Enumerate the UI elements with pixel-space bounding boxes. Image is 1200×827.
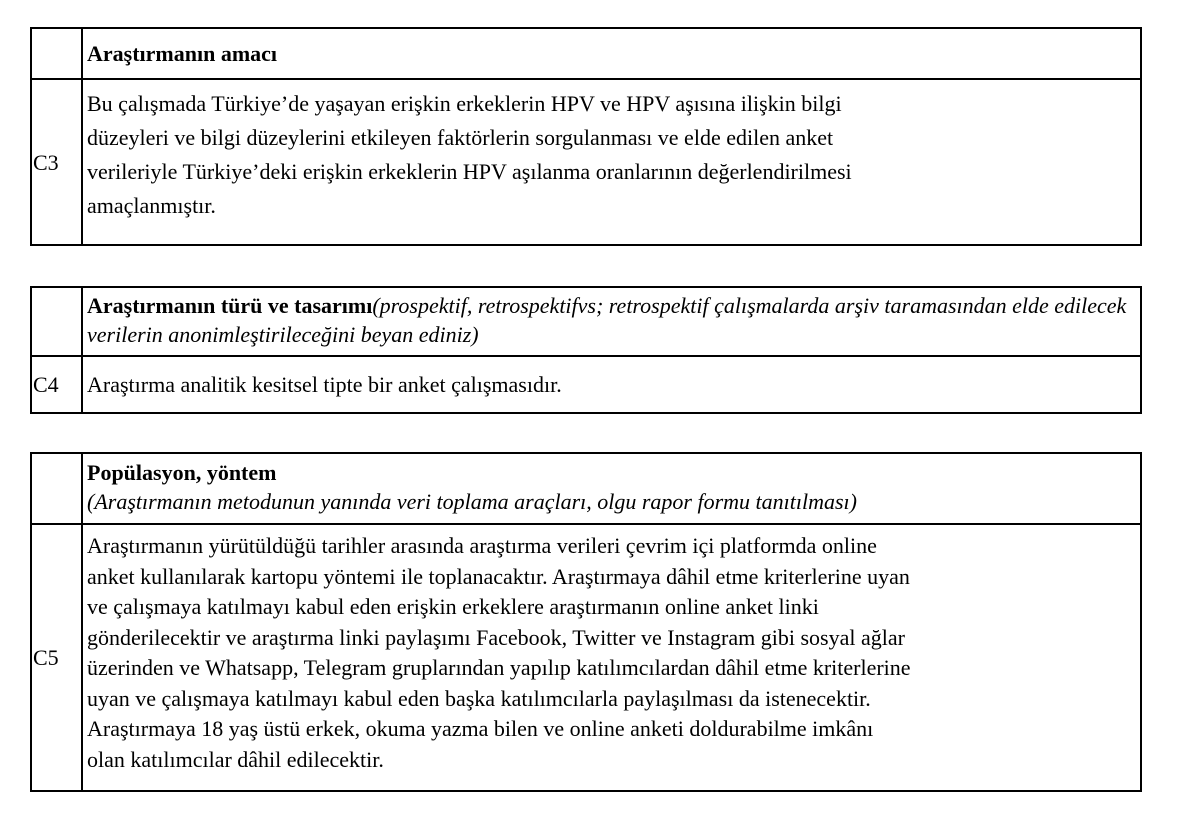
body-line: Araştırma analitik kesitsel tipte bir anket çalışmasıdır. [87,372,562,397]
body-line: Araştırmanın yürütüldüğü tarihler arasında araştırma verileri çevrim içi platformda online [87,533,877,558]
section-title: Araştırmanın türü ve tasarımı [87,293,373,318]
section-code: C5 [32,525,83,790]
body-line: düzeyleri ve bilgi düzeylerini etkileyen faktörlerin sorgulanması ve elde edilen anket [87,125,834,150]
section-code: C3 [32,80,83,244]
section-subtitle: (Araştırmanın metodunun yanında veri toplama araçları, olgu rapor formu tanıtılması) [87,489,857,514]
section-title: Popülasyon, yöntem [87,460,277,485]
body-line: olan katılımcılar dâhil edilecektir. [87,746,384,772]
section-subtitle: (prospektif, retrospektifvs; retrospektif çalışmalarda arşiv taramasından elde edilecek verilerin anonimleştirileceğini beyan ediniz) [87,293,1127,347]
section-c4-table [30,286,1142,414]
section-c5-table [30,452,1142,792]
section-body [83,80,1140,244]
body-line: gönderilecektir ve araştırma linki paylaşımı Facebook, Twitter ve Instagram gibi sosyal ağlar [87,624,905,650]
body-line: Araştırmaya 18 yaş üstü erkek, okuma yazma bilen ve online anketi doldurabilme imkânı [87,716,874,741]
body-line: Bu çalışmada Türkiye’de yaşayan erişkin erkeklerin HPV ve HPV aşısına ilişkin bilgi [87,91,842,116]
section-body [83,357,1140,412]
section-title-cell [83,29,1140,80]
section-body [83,525,1140,790]
header-code-cell [32,29,83,80]
header-code-cell [32,288,83,357]
section-title-cell [83,454,1140,525]
body-line: verileriyle Türkiye’deki erişkin erkeklerin HPV aşılanma oranlarının değerlendirilmesi [87,159,852,184]
body-line: uyan ve çalışmaya katılmayı kabul eden başka katılımcılarla paylaşılması da istenecektir. [87,685,871,711]
body-line: üzerinden ve Whatsapp, Telegram gruplarından yapılıp katılımcılardan dâhil etme kriterlerine [87,655,911,680]
body-line: ve çalışmaya katılmayı kabul eden erişkin erkeklere araştırmanın online anket linki [87,594,819,619]
body-line: amaçlanmıştır. [87,193,216,218]
body-line: anket kullanılarak kartopu yöntemi ile toplanacaktır. Araştırmaya dâhil etme kriterlerine uyan [87,563,910,589]
section-title: Araştırmanın amacı [87,41,278,66]
header-code-cell [32,454,83,525]
section-title-cell [83,288,1140,357]
section-code: C4 [32,357,83,412]
section-c3-table [30,27,1142,246]
